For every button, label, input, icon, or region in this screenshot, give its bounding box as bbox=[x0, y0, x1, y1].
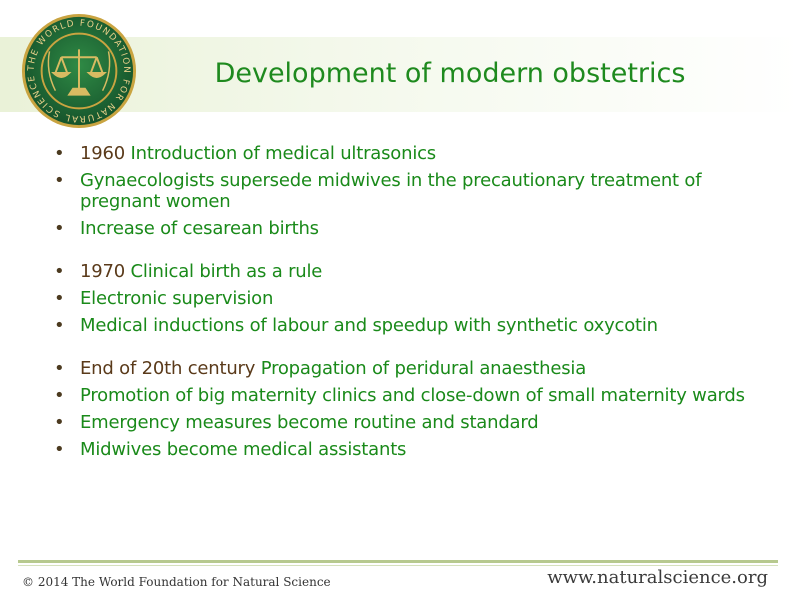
item-text: Electronic supervision bbox=[80, 288, 274, 309]
item-text: Promotion of big maternity clinics and close-down of small maternity wards bbox=[80, 385, 745, 406]
item-text: Increase of cesarean births bbox=[80, 218, 319, 239]
item-text: Introduction of medical ultrasonics bbox=[125, 143, 436, 164]
bullet-group bbox=[48, 261, 778, 336]
list-item bbox=[48, 218, 778, 239]
foundation-logo bbox=[20, 12, 138, 130]
footer-divider bbox=[18, 560, 778, 563]
list-item bbox=[48, 315, 778, 336]
item-text: Propagation of peridural anaesthesia bbox=[255, 358, 587, 379]
list-item bbox=[48, 412, 778, 433]
item-lead: 1960 bbox=[80, 143, 126, 164]
bullet-icon: • bbox=[54, 358, 65, 379]
bullet-icon: • bbox=[54, 218, 65, 239]
item-text: Midwives become medical assistants bbox=[80, 439, 407, 460]
item-text: Gynaecologists supersede midwives in the precautionary treatment of pregnant women bbox=[80, 170, 702, 212]
bullet-icon: • bbox=[54, 170, 65, 191]
item-lead: End of 20th century bbox=[80, 358, 256, 379]
list-item bbox=[48, 143, 778, 164]
item-text: Medical inductions of labour and speedup with synthetic oxycotin bbox=[80, 315, 658, 336]
bullet-icon: • bbox=[54, 412, 65, 433]
list-item bbox=[48, 385, 778, 406]
list-item bbox=[48, 288, 778, 309]
item-text: Emergency measures become routine and standard bbox=[80, 412, 539, 433]
list-item bbox=[48, 170, 778, 212]
list-item bbox=[48, 261, 778, 282]
list-item bbox=[48, 439, 778, 460]
bullet-icon: • bbox=[54, 288, 65, 309]
bullet-group bbox=[48, 143, 778, 239]
bullet-icon: • bbox=[54, 315, 65, 336]
footer-divider-thin bbox=[18, 565, 778, 566]
page-title: Development of modern obstetrics bbox=[214, 58, 686, 89]
bullet-icon: • bbox=[54, 143, 65, 164]
bullet-icon: • bbox=[54, 439, 65, 460]
item-text: Clinical birth as a rule bbox=[125, 261, 323, 282]
bullet-group bbox=[48, 358, 778, 460]
list-item bbox=[48, 358, 778, 379]
bullet-list bbox=[48, 143, 778, 482]
copyright-text: © 2014 The World Foundation for Natural Science bbox=[22, 575, 331, 589]
logo-ring-text: THE WORLD FOUNDATION FOR NATURAL SCIENCE bbox=[26, 18, 132, 124]
website-link[interactable]: www.naturalscience.org bbox=[547, 567, 768, 588]
bullet-icon: • bbox=[54, 261, 65, 282]
item-lead: 1970 bbox=[80, 261, 126, 282]
bullet-icon: • bbox=[54, 385, 65, 406]
